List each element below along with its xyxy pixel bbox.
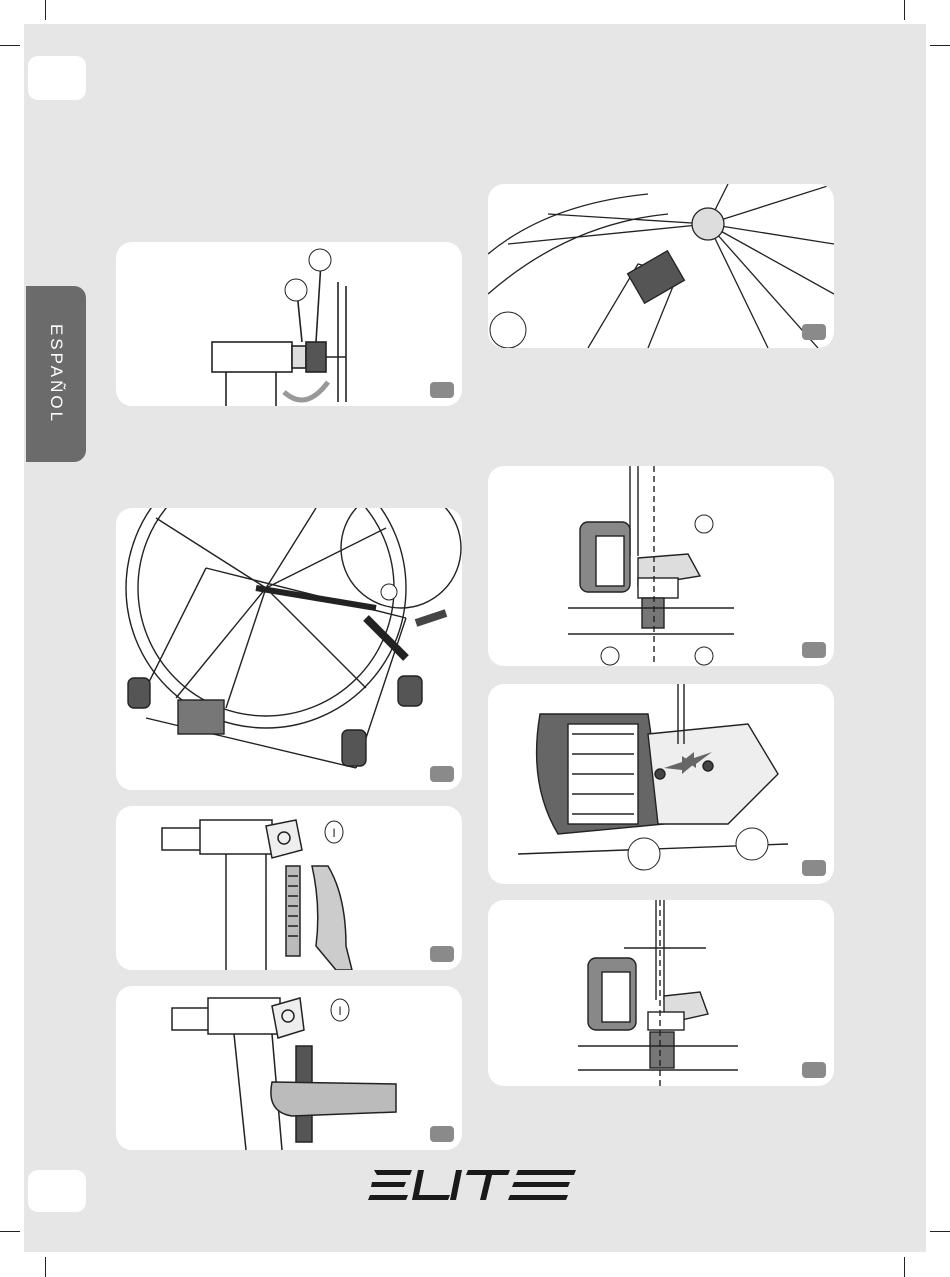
figure-skewer-adjustment — [116, 242, 462, 406]
figure-number-tag — [430, 1126, 454, 1142]
crop-mark — [904, 0, 905, 20]
figure-wheel-hub-closeup — [488, 184, 834, 348]
callout-label: I — [332, 826, 336, 840]
unit-front-illustration — [488, 466, 834, 666]
elite-logo — [368, 1170, 576, 1200]
language-tab[interactable] — [26, 286, 86, 462]
hub-illustration — [488, 184, 834, 348]
figure-number-tag — [430, 766, 454, 782]
crop-mark — [0, 1231, 20, 1232]
figure-resistance-unit-front — [488, 466, 834, 666]
figure-number-tag — [430, 946, 454, 962]
figure-number-tag — [802, 642, 826, 658]
crop-mark — [904, 1257, 905, 1277]
figure-resistance-unit-alignment — [488, 900, 834, 1086]
trainer-illustration — [116, 508, 462, 790]
crop-mark — [0, 45, 20, 46]
figure-spring-lever-closed — [116, 986, 462, 1150]
skewer-illustration — [116, 242, 462, 406]
spring-open-illustration — [116, 806, 462, 970]
unit-perspective-illustration — [488, 684, 834, 884]
crop-mark — [45, 1257, 46, 1277]
crop-mark — [45, 0, 46, 20]
page-number-badge-bottom — [28, 1170, 86, 1212]
figure-number-tag — [430, 382, 454, 398]
spring-closed-illustration — [116, 986, 462, 1150]
unit-alignment-illustration — [488, 900, 834, 1086]
callout-label: I — [338, 1004, 342, 1018]
figure-number-tag — [802, 324, 826, 340]
crop-mark — [930, 1231, 950, 1232]
figure-number-tag — [802, 1062, 826, 1078]
language-label: ESPAÑOL — [47, 323, 66, 425]
figure-trainer-with-wheel — [116, 508, 462, 790]
figure-spring-lever-open — [116, 806, 462, 970]
crop-mark — [930, 45, 950, 46]
figure-resistance-unit-perspective — [488, 684, 834, 884]
figure-number-tag — [802, 860, 826, 876]
page-number-badge-top — [28, 56, 86, 100]
